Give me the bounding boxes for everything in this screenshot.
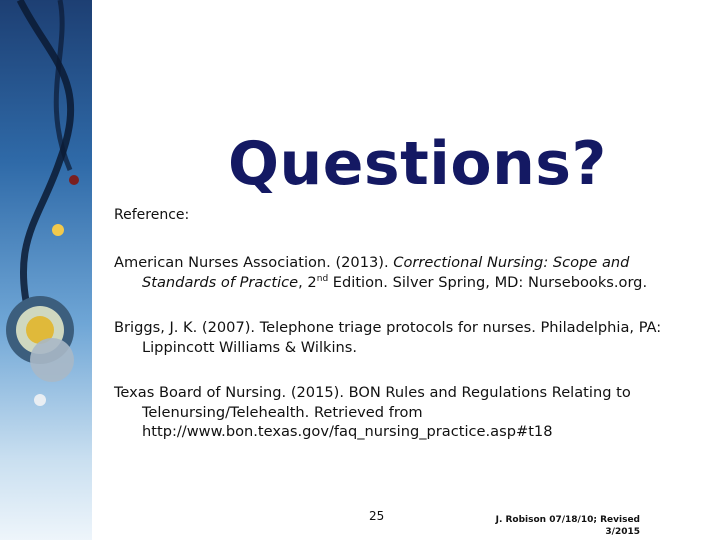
reference-list xyxy=(114,253,694,468)
reference-label: Reference: xyxy=(114,207,190,223)
reference-book-title: Correctional Nursing: Scope and Standards of Practice xyxy=(142,254,630,291)
page-number: 25 xyxy=(369,509,385,523)
reference-text: American Nurses Association. (2013). xyxy=(114,254,394,271)
reference-item: Texas Board of Nursing. (2015). BON Rules and Regulations Relating to Telenursing/Telehealth. Retrieved from http://www.bon.texas.gov/faq_nursing_practice.asp#t18 xyxy=(114,384,631,440)
stethoscope-image xyxy=(0,0,92,540)
reference-item xyxy=(114,253,694,292)
decorative-sidebar xyxy=(0,0,92,540)
reference-item: Briggs, J. K. (2007). Telephone triage protocols for nurses. Philadelphia, PA: Lippincott Williams & Wilkins. xyxy=(114,319,662,356)
reference-superscript: nd xyxy=(316,273,329,284)
reference-text: , 2 xyxy=(298,273,317,291)
slide-title: Questions? xyxy=(228,129,607,199)
footer-note: J. Robison 07/18/10; Revised 3/2015 xyxy=(495,515,640,537)
reference-text: Edition. Silver Spring, MD: Nursebooks.org. xyxy=(328,273,648,291)
